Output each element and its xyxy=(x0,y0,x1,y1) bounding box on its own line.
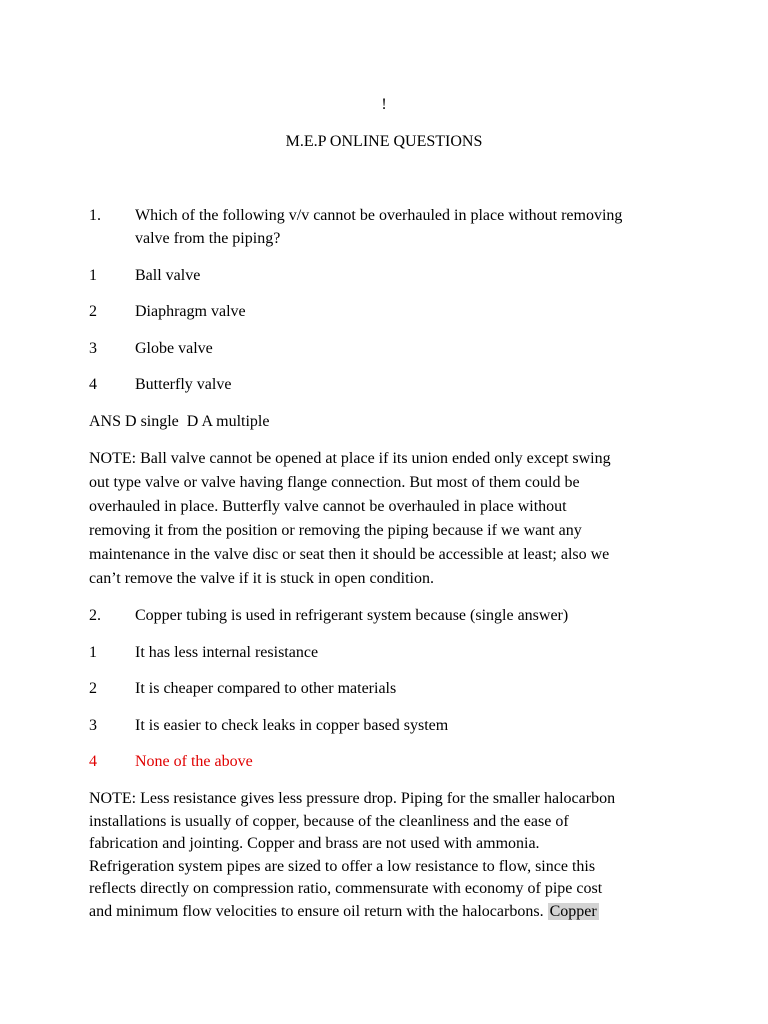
answer-line: ANS D single D A multiple xyxy=(89,413,270,430)
note-line: installations is usually of copper, because of the cleanliness and the ease of xyxy=(89,812,569,830)
question-text-line: Which of the following v/v cannot be overhauled in place without removing xyxy=(135,207,623,224)
question-number: 1. xyxy=(89,207,101,224)
option-text: Globe valve xyxy=(135,340,213,357)
question-number: 2. xyxy=(89,607,101,624)
note-line xyxy=(89,901,669,924)
note-line: maintenance in the valve disc or seat then it should be accessible at least; also we xyxy=(89,546,610,563)
option-number: 3 xyxy=(89,340,97,357)
note-line-text: and minimum flow velocities to ensure oil return with the halocarbons. xyxy=(89,902,544,920)
option-number: 1 xyxy=(89,267,97,284)
note-line: NOTE: Less resistance gives less pressure drop. Piping for the smaller halocarbon xyxy=(89,790,616,807)
note-paragraph xyxy=(89,788,669,923)
note-line: can’t remove the valve if it is stuck in open condition. xyxy=(89,570,434,587)
option-number: 3 xyxy=(89,717,97,734)
option-text: It has less internal resistance xyxy=(135,644,319,661)
option-text: Ball valve xyxy=(135,267,201,284)
option-text: Diaphragm valve xyxy=(135,303,246,320)
note-line: overhauled in place. Butterfly valve cannot be overhauled in place without xyxy=(89,498,567,515)
note-line: out type valve or valve having flange connection. But most of them could be xyxy=(89,474,580,491)
correct-option-text: None of the above xyxy=(135,753,253,770)
question-text-line: Copper tubing is used in refrigerant system because (single answer) xyxy=(135,607,569,624)
option-number: 4 xyxy=(89,376,97,393)
note-line: fabrication and jointing. Copper and brass are not used with ammonia. xyxy=(89,835,540,852)
option-number: 1 xyxy=(89,644,97,661)
note-paragraph xyxy=(89,447,669,591)
option-number: 2 xyxy=(89,680,97,697)
header-mark: ! xyxy=(381,96,387,113)
question-text-line: valve from the piping? xyxy=(135,230,281,247)
note-line: Refrigeration system pipes are sized to offer a low resistance to flow, since this xyxy=(89,857,596,875)
option-text: It is cheaper compared to other materials xyxy=(135,680,397,697)
page-title: M.E.P ONLINE QUESTIONS xyxy=(285,133,483,150)
note-line: removing it from the position or removing the piping because if we want any xyxy=(89,522,582,539)
note-line: reflects directly on compression ratio, commensurate with economy of pipe cost xyxy=(89,880,603,897)
option-number: 2 xyxy=(89,303,97,320)
note-line: NOTE: Ball valve cannot be opened at place if its union ended only except swing xyxy=(89,450,611,467)
highlighted-word: Copper xyxy=(549,902,597,920)
option-text: It is easier to check leaks in copper based system xyxy=(135,717,449,734)
correct-option-number: 4 xyxy=(89,753,97,770)
option-text: Butterfly valve xyxy=(135,376,232,393)
